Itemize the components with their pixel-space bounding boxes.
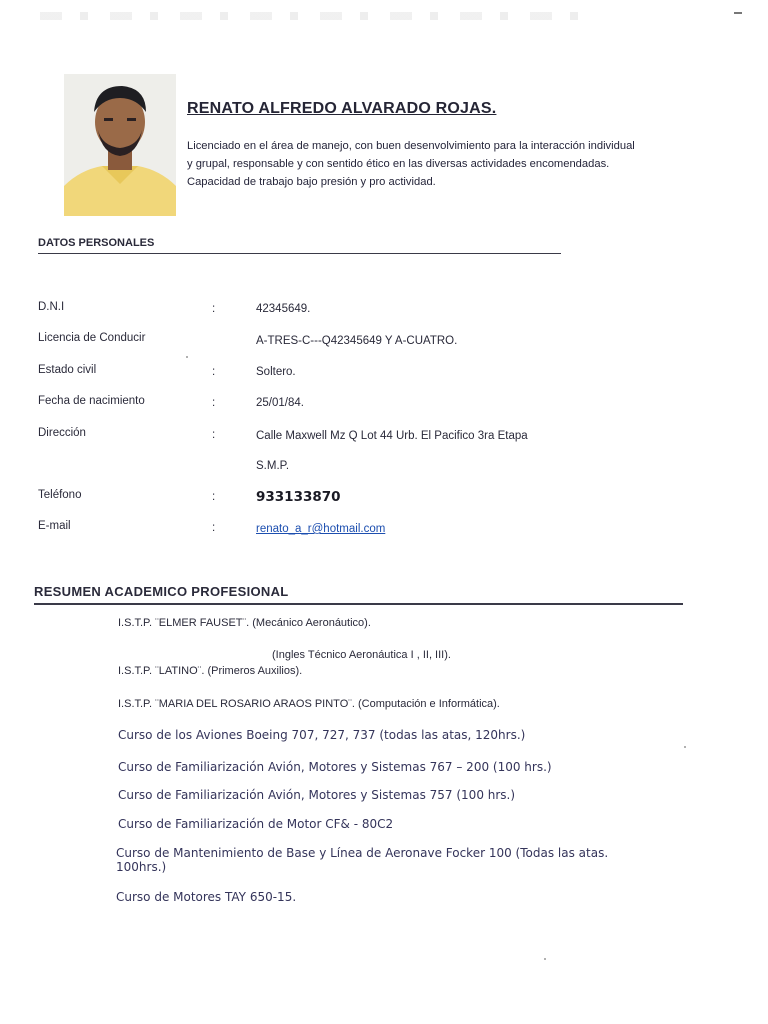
value-address: Calle Maxwell Mz Q Lot 44 Urb. El Pacifico 3ra Etapa [256,430,528,442]
value-address-district: S.M.P. [256,460,290,472]
colon: : [212,491,216,503]
summary-line: Capacidad de trabajo bajo presión y pro actividad. [187,176,436,188]
label-email: E-mail [38,520,71,532]
profile-summary [187,137,707,191]
education-item: I.S.T.P. ¨ELMER FAUSET¨. (Mecánico Aeronáutico). [118,617,371,629]
colon: : [212,366,216,378]
label-birth-date: Fecha de nacimiento [38,395,145,407]
value-civil-status: Soltero. [256,366,296,378]
scan-speck [186,356,188,358]
label-phone: Teléfono [38,489,82,501]
summary-line: Licenciado en el área de manejo, con buen desenvolvimiento para la interacción individual [187,140,635,152]
scan-mark [734,12,742,14]
course-item: Curso de Mantenimiento de Base y Línea de Aeronave Focker 100 (Todas las atas. [116,846,609,860]
course-item: Curso de Motores TAY 650-15. [116,890,297,904]
label-address: Dirección [38,427,86,439]
profile-photo [64,74,176,216]
label-civil-status: Estado civil [38,364,97,376]
value-phone: 933133870 [256,489,341,505]
section-divider [34,603,683,605]
education-item: (Ingles Técnico Aeronáutica I , II, III). [272,649,451,661]
person-photo-icon [64,74,176,216]
email-link[interactable]: renato_a_r@hotmail.com [256,523,386,535]
course-item: Curso de Familiarización de Motor CF& - 80C2 [118,817,394,831]
course-item: Curso de los Aviones Boeing 707, 727, 737 (todas las atas, 120hrs.) [118,728,526,742]
colon: : [212,429,216,441]
value-dni: 42345649. [256,303,311,315]
section-title-personal: DATOS PERSONALES [38,237,155,249]
course-item: Curso de Familiarización Avión, Motores y Sistemas 757 (100 hrs.) [118,788,516,802]
value-birth-date: 25/01/84. [256,397,304,409]
course-item: 100hrs.) [116,860,167,874]
education-item: I.S.T.P. ¨MARIA DEL ROSARIO ARAOS PINTO¨. (Computación e Informática). [118,698,500,710]
colon: : [212,303,216,315]
label-dni: D.N.I [38,301,65,313]
colon: : [212,397,216,409]
label-license: Licencia de Conducir [38,332,146,344]
summary-line: y grupal, responsable y con sentido ético en las diversas actividades encomendadas. [187,158,610,170]
scan-speck [544,958,546,960]
scan-artifact [40,12,600,20]
colon: : [212,522,216,534]
course-item: Curso de Familiarización Avión, Motores y Sistemas 767 – 200 (100 hrs.) [118,760,552,774]
scan-speck [684,746,686,748]
education-item: I.S.T.P. ¨LATINO¨. (Primeros Auxilios). [118,665,303,677]
section-divider [38,253,561,254]
value-license: A-TRES-C---Q42345649 Y A-CUATRO. [256,335,458,347]
section-title-academic: RESUMEN ACADEMICO PROFESIONAL [34,584,289,599]
candidate-name: RENATO ALFREDO ALVARADO ROJAS. [187,100,497,117]
